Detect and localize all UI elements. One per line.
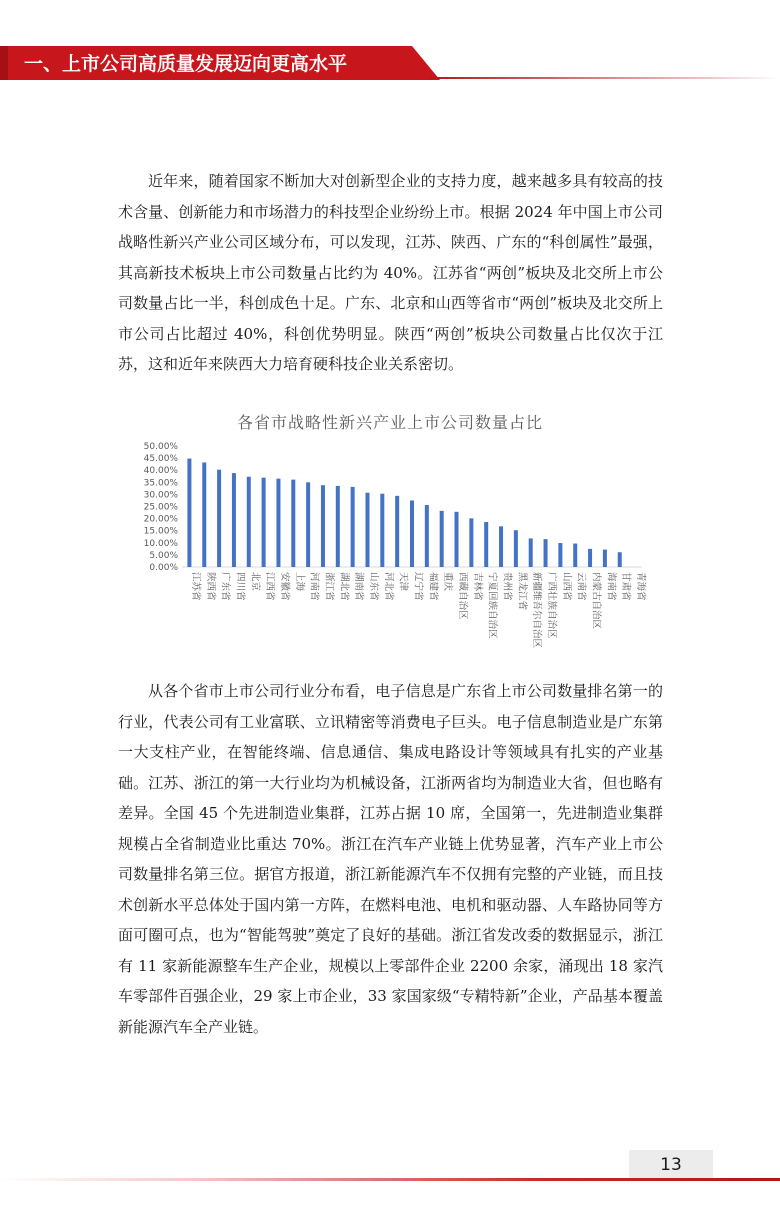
chart-bar	[336, 486, 340, 567]
x-tick-label: 辽宁省	[412, 572, 424, 601]
chart-bar	[499, 526, 503, 567]
x-tick-label: 湖南省	[353, 572, 365, 601]
chart-bar	[395, 496, 399, 567]
chart-title: 各省市战略性新兴产业上市公司数量占比	[236, 413, 543, 432]
y-tick-label: 5.00%	[149, 550, 178, 561]
x-tick-label: 四川省	[234, 572, 246, 601]
x-tick-label: 内蒙古自治区	[590, 572, 602, 630]
chart-bar	[588, 549, 592, 567]
x-tick-label: 陕西省	[204, 572, 216, 601]
chart-bar	[618, 552, 622, 567]
x-tick-label: 新疆维吾尔自治区	[531, 572, 543, 649]
x-tick-label: 江西省	[264, 572, 276, 601]
chart-bar	[276, 479, 280, 567]
x-tick-label: 贵州省	[501, 572, 513, 601]
y-tick-label: 25.00%	[143, 502, 178, 513]
chart-bar	[529, 538, 533, 567]
chart-bar	[351, 487, 355, 567]
chart-bar	[321, 485, 325, 567]
y-tick-label: 40.00%	[143, 466, 178, 477]
x-tick-label: 湖北省	[338, 572, 350, 601]
page-number: 13	[629, 1150, 713, 1178]
chart-bar	[202, 462, 206, 567]
y-tick-label: 10.00%	[143, 538, 178, 549]
chart-bar	[410, 500, 414, 567]
x-tick-label: 黑龙江省	[516, 572, 528, 611]
y-tick-label: 35.00%	[143, 478, 178, 489]
body-paragraph-1: 近年来，随着国家不断加大对创新型企业的支持力度，越来越多具有较高的技术含量、创新能力和市场潜力的科技型企业纷纷上市。根据 2024 年中国上市公司战略性新兴产业公司区域分布，可以发现，江苏、陕西、广东的“科创属性”最强，其高新技术板块上市公司数量占比约为 40%。江苏省“两创”板块及北交所上市公司数量占比一半，科创成色十足。广东、北京和山西等省市“两创”板块及北交所上市公司占比超过 40%，科创优势明显。陕西“两创”板块公司数量占比仅次于江苏，这和近年来陕西大力培育硬科技企业关系密切。	[118, 172, 663, 373]
chart-container	[130, 404, 650, 672]
chart-bar	[232, 473, 236, 567]
x-tick-label: 海南省	[605, 572, 617, 601]
chart-bar	[573, 544, 577, 567]
y-tick-label: 30.00%	[143, 490, 178, 501]
chart-bar	[544, 539, 548, 567]
x-tick-label: 上海	[293, 572, 305, 592]
footer-rule	[0, 1178, 780, 1181]
x-tick-label: 青海省	[635, 572, 647, 601]
x-tick-label: 重庆	[442, 572, 454, 592]
x-tick-label: 福建省	[427, 572, 439, 601]
chart-bar	[306, 482, 310, 567]
y-tick-label: 20.00%	[143, 514, 178, 525]
x-tick-label: 北京	[249, 572, 261, 592]
x-tick-label: 天津	[397, 572, 409, 592]
bar-chart	[130, 404, 650, 672]
x-tick-label: 安徽省	[278, 572, 290, 601]
y-tick-label: 45.00%	[143, 454, 178, 465]
x-tick-label: 河北省	[382, 572, 394, 601]
chart-bar	[291, 480, 295, 567]
y-tick-label: 50.00%	[143, 442, 178, 452]
x-tick-label: 西藏自治区	[457, 572, 469, 620]
chart-bar	[217, 470, 221, 567]
chart-bar	[365, 493, 369, 567]
x-tick-label: 江苏省	[189, 572, 201, 601]
y-tick-label: 15.00%	[143, 526, 178, 537]
x-tick-label: 甘肃省	[620, 572, 632, 601]
y-tick-label: 0.00%	[149, 563, 178, 573]
x-tick-label: 吉林省	[471, 572, 483, 601]
x-tick-label: 广西壮族自治区	[546, 572, 558, 639]
chart-bar	[469, 518, 473, 567]
x-tick-label: 浙江省	[323, 572, 335, 601]
chart-bar	[455, 512, 459, 567]
x-tick-label: 云南省	[575, 572, 587, 601]
x-tick-label: 河南省	[308, 572, 320, 601]
chart-bar	[425, 505, 429, 567]
chart-bar	[262, 478, 266, 567]
chart-bar	[247, 477, 251, 567]
chart-bar	[380, 494, 384, 567]
x-tick-label: 宁夏回族自治区	[486, 572, 498, 639]
chart-bar	[514, 530, 518, 567]
chart-bar	[484, 522, 488, 567]
chart-bar	[187, 459, 191, 567]
x-tick-label: 广东省	[219, 572, 231, 601]
body-paragraph-2: 从各个省市上市公司行业分布看，电子信息是广东省上市公司数量排名第一的行业，代表公司有工业富联、立讯精密等消费电子巨头。电子信息制造业是广东第一大支柱产业，在智能终端、信息通信、集成电路设计等领域具有扎实的产业基础。江苏、浙江的第一大行业均为机械设备，江浙两省均为制造业大省，但也略有差异。全国 45 个先进制造业集群，江苏占据 10 席，全国第一，先进制造业集群规模占全省制造业比重达 70%。浙江在汽车产业链上优势显著，汽车产业上市公司数量排名第三位。据官方报道，浙江新能源汽车不仅拥有完整的产业链，而且技术创新水平总体处于国内第一方阵，在燃料电池、电机和驱动器、人车路协同等方面可圈可点，也为“智能驾驶”奠定了良好的基础。浙江省发改委的数据显示，浙江有 11 家新能源整车生产企业，规模以上零部件企业 2200 余家，涌现出 18 家汽车零部件百强企业，29 家上市企业，33 家国家级“专精特新”企业，产品基本覆盖新能源汽车全产业链。	[118, 682, 663, 1036]
chart-bar	[603, 550, 607, 567]
chart-bar	[440, 511, 444, 567]
x-tick-label: 山西省	[560, 572, 572, 601]
chart-bar	[558, 543, 562, 567]
header-divider	[430, 77, 780, 79]
x-tick-label: 山东省	[367, 572, 379, 601]
section-title: 一、上市公司高质量发展迈向更高水平	[24, 53, 348, 75]
